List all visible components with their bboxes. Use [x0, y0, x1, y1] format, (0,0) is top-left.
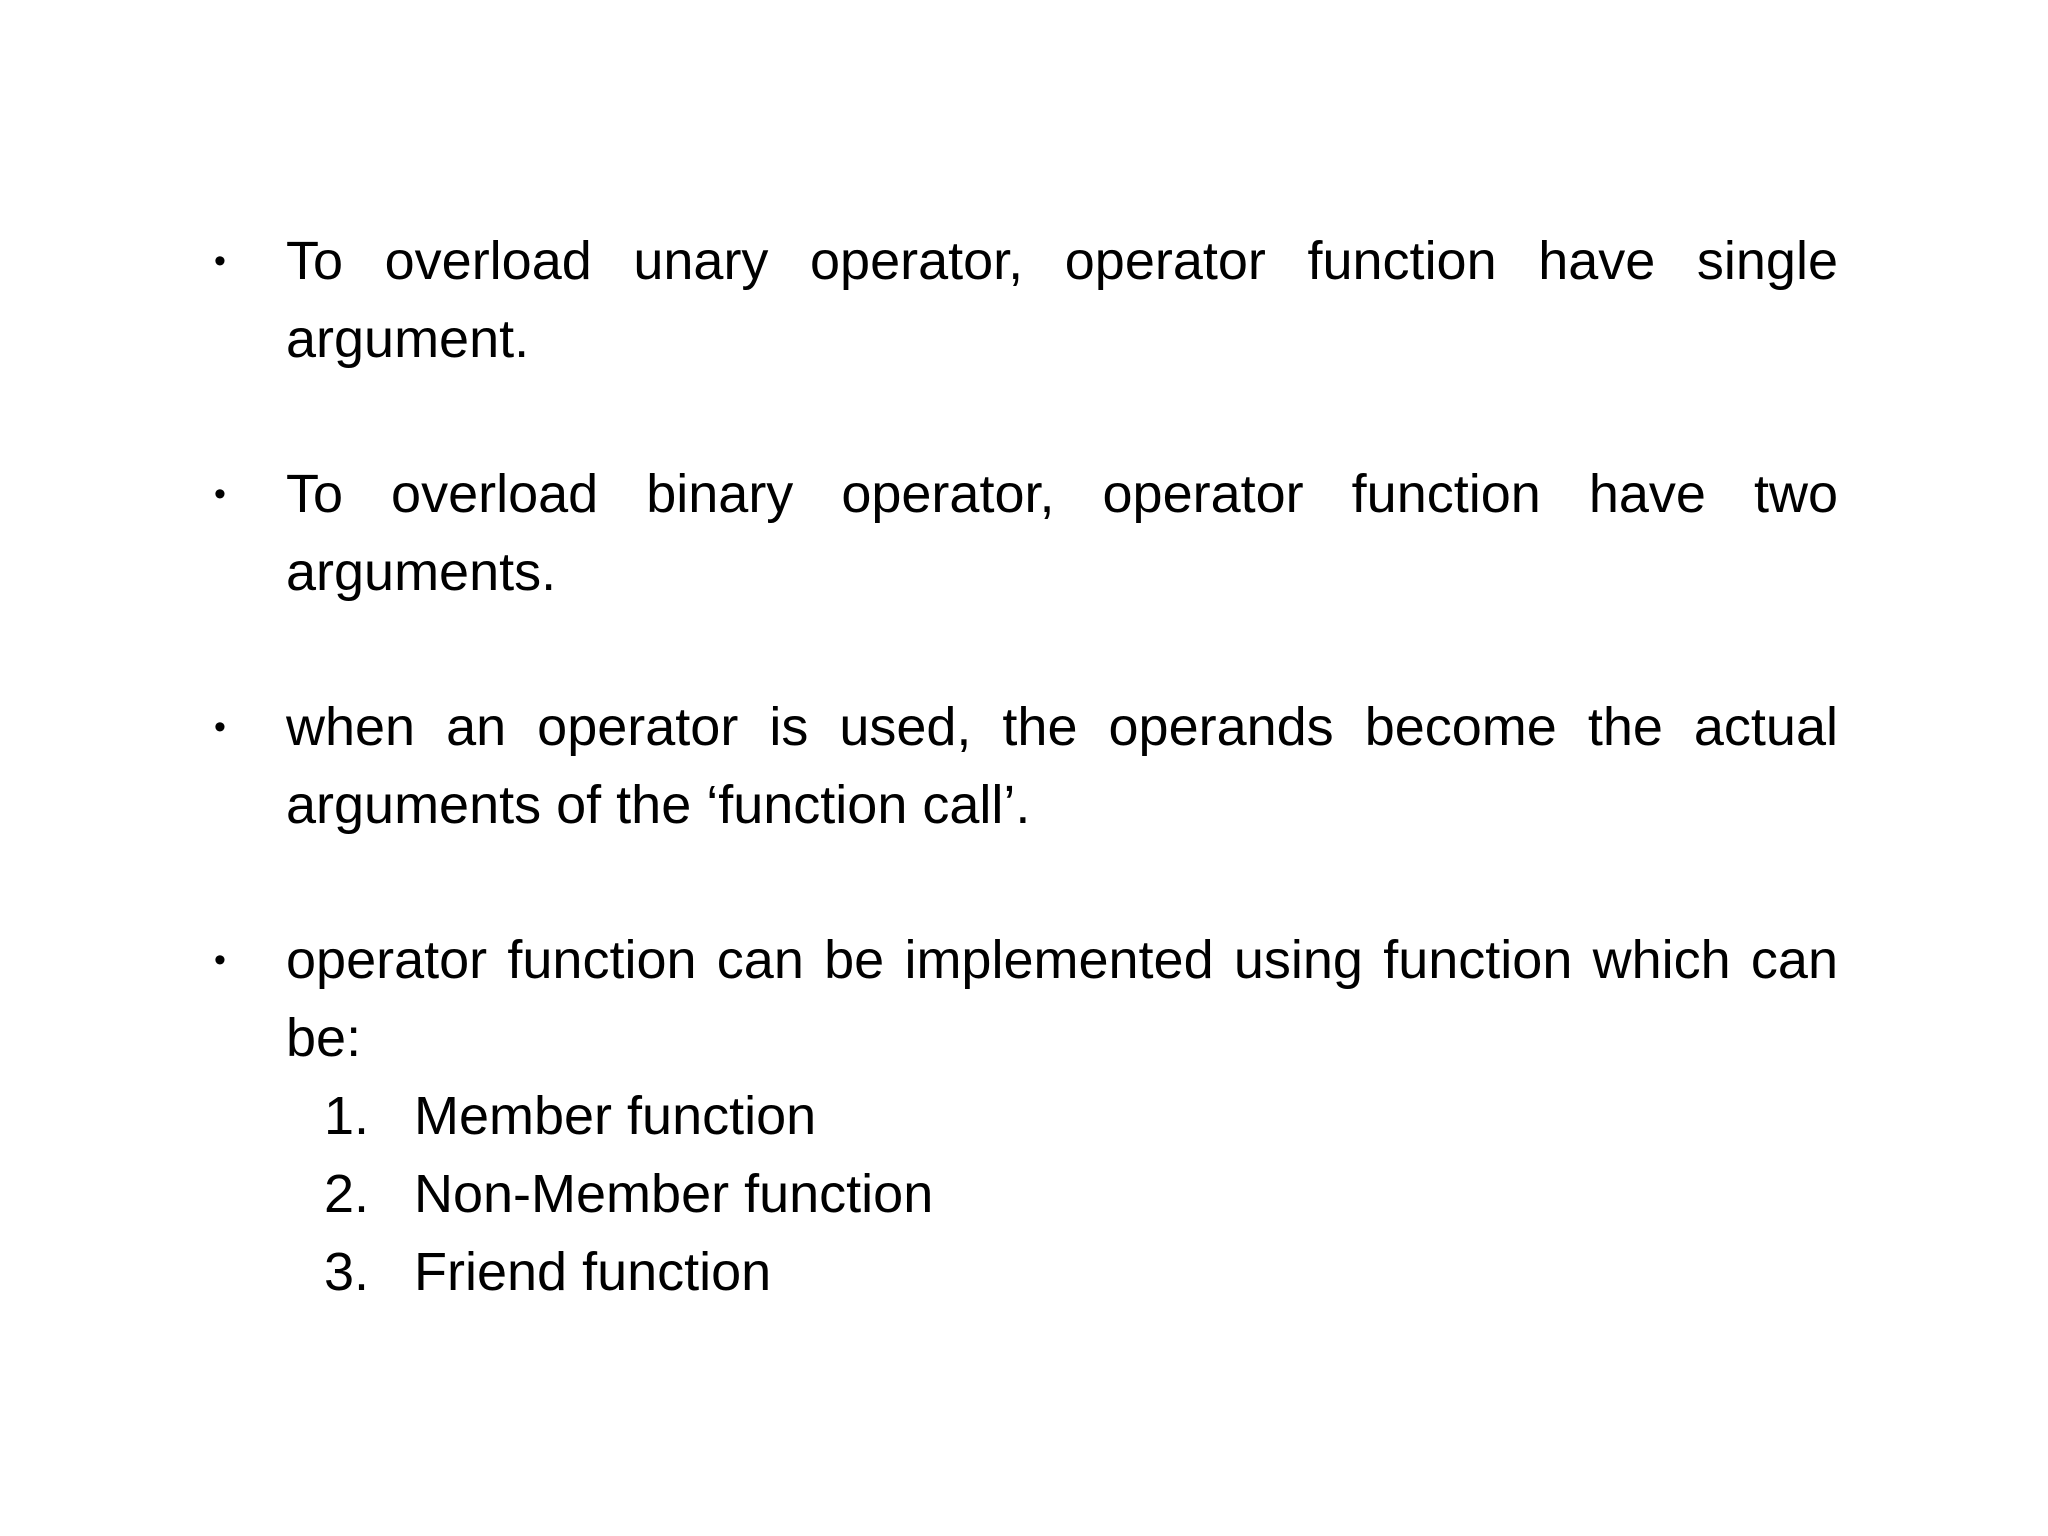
sublist-item-1 [286, 1077, 1838, 1155]
bullet-text: operator function can be implemented using function which can be: [286, 930, 1838, 1068]
bullet-text: when an operator is used, the operands become the actual arguments of the ‘function call’. [286, 697, 1838, 835]
bullet-dot-icon: • [214, 242, 226, 280]
bullet-dot-icon: • [214, 941, 226, 979]
bullet-item-3 [212, 688, 1838, 844]
sublist-number: 1. [324, 1086, 370, 1146]
numbered-sublist [286, 1077, 1838, 1311]
bullet-item-2 [212, 455, 1838, 611]
bullet-dot-icon: • [214, 708, 226, 746]
bullet-text: To overload binary operator, operator function have two arguments. [286, 464, 1838, 602]
bullet-dot-icon: • [214, 475, 226, 513]
sublist-number: 3. [324, 1242, 370, 1302]
sublist-text: Member function [414, 1086, 817, 1146]
sublist-text: Friend function [414, 1242, 772, 1302]
sublist-number: 2. [324, 1164, 370, 1224]
bullet-list [212, 222, 1838, 1311]
bullet-item-4 [212, 921, 1838, 1311]
sublist-text: Non-Member function [414, 1164, 934, 1224]
sublist-item-2 [286, 1155, 1838, 1233]
sublist-item-3 [286, 1233, 1838, 1311]
bullet-item-1 [212, 222, 1838, 378]
bullet-text: To overload unary operator, operator function have single argument. [286, 231, 1838, 369]
